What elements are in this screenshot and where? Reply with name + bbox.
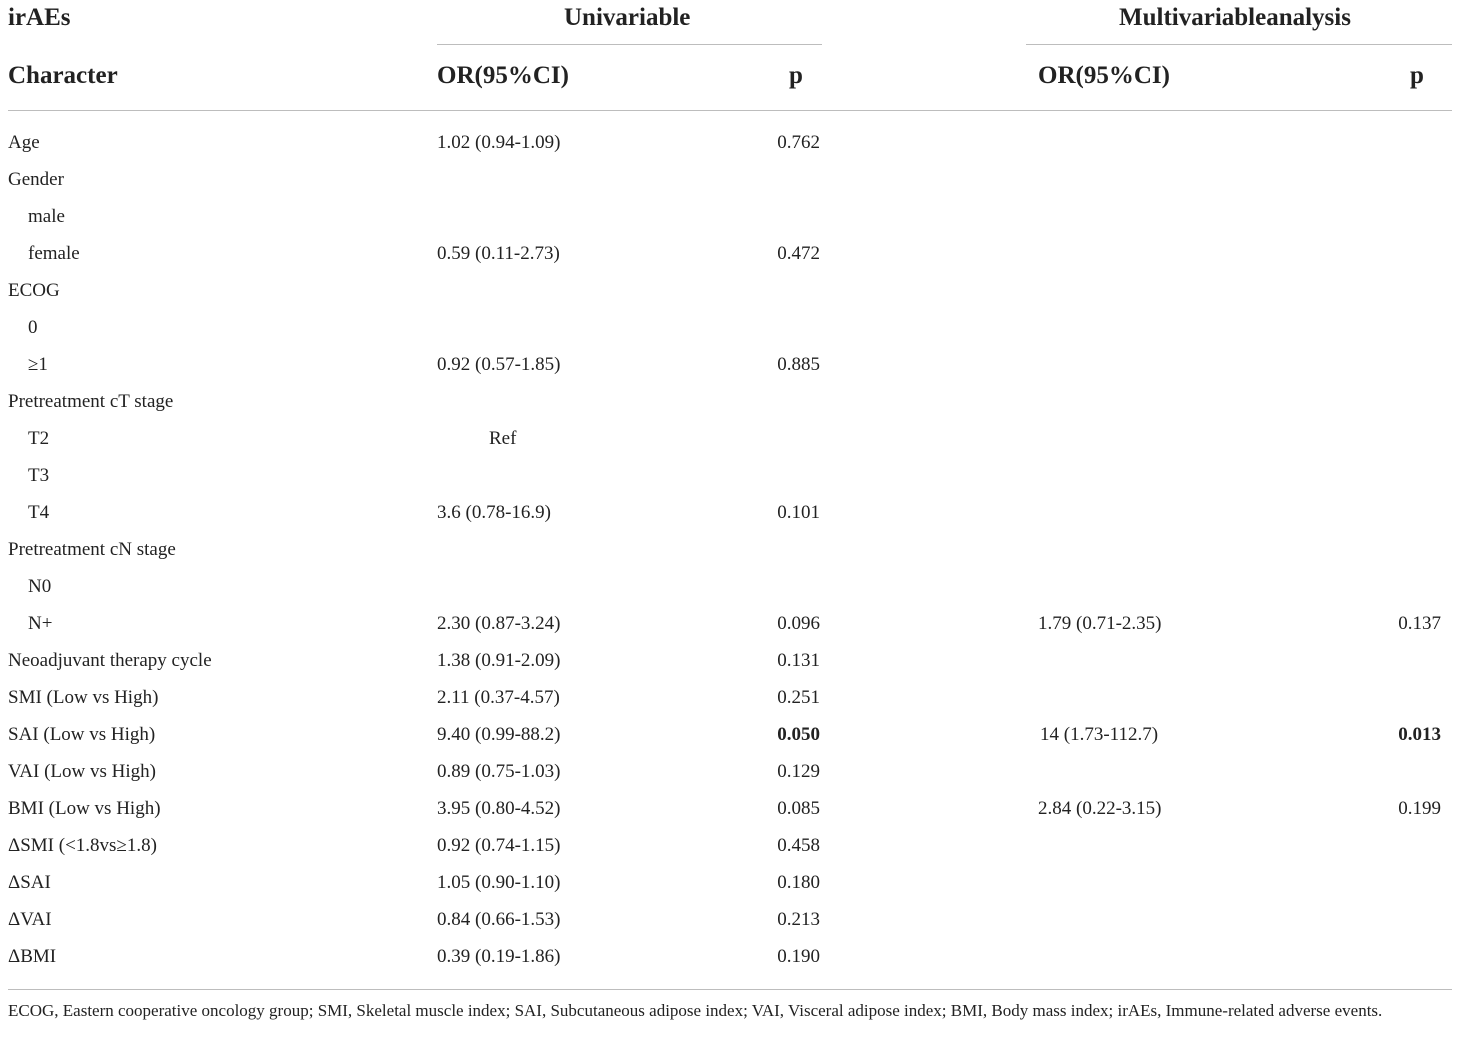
table-row: [0, 383, 1460, 420]
table-row: [0, 864, 1460, 901]
multivariable-group-rule: [1026, 44, 1452, 45]
univariable-p-cell: 0.096: [777, 613, 820, 634]
univariable-group-header: Univariable: [564, 4, 691, 31]
table-row: [0, 827, 1460, 864]
row-label: ΔSMI (<1.8vs≥1.8): [8, 835, 157, 856]
row-label: Pretreatment cN stage: [8, 539, 176, 560]
footnote: ECOG, Eastern cooperative oncology group; SMI, Skeletal muscle index; SAI, Subcutaneous adipose index; VAI, Visceral adipose index; BMI, Body mass index; irAEs, Immune-related adverse events.: [8, 1001, 1383, 1020]
table-row: [0, 938, 1460, 975]
multivariable-or-cell: 14 (1.73-112.7): [1040, 724, 1159, 745]
univariable-or-cell: 0.39 (0.19-1.86): [437, 946, 561, 967]
table-bottom-rule: [8, 989, 1452, 990]
univariable-p-cell: 0.472: [777, 243, 820, 264]
univariable-or-cell: 0.92 (0.74-1.15): [437, 835, 561, 856]
multivariable-or-column-header: OR(95%CI): [1038, 62, 1170, 89]
corner-label: irAEs: [8, 4, 71, 31]
univariable-p-cell: 0.129: [777, 761, 820, 782]
univariable-p-cell: 0.180: [777, 872, 820, 893]
row-label: BMI (Low vs High): [8, 798, 161, 819]
table-row: [0, 901, 1460, 938]
table-row: [0, 346, 1460, 383]
table-body: [0, 124, 1460, 975]
row-label: ECOG: [8, 280, 60, 301]
table-row: [0, 124, 1460, 161]
multivariable-or-cell: 2.84 (0.22-3.15): [1038, 798, 1162, 819]
row-label: ΔVAI: [8, 909, 52, 930]
table-row: [0, 642, 1460, 679]
univariable-or-cell: 0.89 (0.75-1.03): [437, 761, 561, 782]
univariable-or-cell: 1.02 (0.94-1.09): [437, 132, 561, 153]
univariable-p-cell: 0.131: [777, 650, 820, 671]
multivariable-or-cell: 1.79 (0.71-2.35): [1038, 613, 1162, 634]
row-label: T2: [28, 428, 50, 449]
table-row: [0, 531, 1460, 568]
multivariable-p-cell: 0.199: [1398, 798, 1441, 819]
multivariable-p-column-header: p: [1410, 62, 1424, 89]
table-row: [0, 753, 1460, 790]
row-label: VAI (Low vs High): [8, 761, 156, 782]
table-row: [0, 790, 1460, 827]
univariable-or-cell: 0.92 (0.57-1.85): [437, 354, 561, 375]
univariable-or-cell: 1.05 (0.90-1.10): [437, 872, 561, 893]
row-label: T3: [28, 465, 50, 486]
character-column-header: Character: [8, 62, 118, 89]
multivariable-p-cell: 0.137: [1398, 613, 1441, 634]
table-row: [0, 161, 1460, 198]
table-row: [0, 716, 1460, 753]
univariable-p-cell: 0.762: [777, 132, 820, 153]
row-label: SMI (Low vs High): [8, 687, 159, 708]
univariable-p-cell: 0.050: [777, 724, 820, 745]
row-label: Gender: [8, 169, 64, 190]
univariable-p-cell: 0.101: [777, 502, 820, 523]
header-bottom-rule: [8, 110, 1452, 111]
univariable-or-cell: 3.95 (0.80-4.52): [437, 798, 561, 819]
univariable-p-cell: 0.458: [777, 835, 820, 856]
multivariable-p-cell: 0.013: [1398, 724, 1441, 745]
row-label: T4: [28, 502, 50, 523]
univariable-p-cell: 0.085: [777, 798, 820, 819]
table-row: [0, 235, 1460, 272]
table-row: [0, 457, 1460, 494]
row-label: ΔBMI: [8, 946, 57, 967]
univariable-or-cell: 3.6 (0.78-16.9): [437, 502, 551, 523]
row-label: male: [28, 206, 65, 227]
univariable-or-cell: 1.38 (0.91-2.09): [437, 650, 561, 671]
univariable-or-cell: Ref: [489, 428, 517, 449]
univariable-p-column-header: p: [789, 62, 803, 89]
row-label: ≥1: [28, 354, 48, 375]
univariable-or-cell: 2.30 (0.87-3.24): [437, 613, 561, 634]
univariable-or-cell: 0.84 (0.66-1.53): [437, 909, 561, 930]
row-label: female: [28, 243, 80, 264]
multivariable-group-header: Multivariableanalysis: [1119, 4, 1351, 31]
table-row: [0, 605, 1460, 642]
row-label: Pretreatment cT stage: [8, 391, 174, 412]
row-label: N0: [28, 576, 52, 597]
table-row: [0, 420, 1460, 457]
univariable-p-cell: 0.885: [777, 354, 820, 375]
table-row: [0, 272, 1460, 309]
row-label: 0: [28, 317, 38, 338]
univariable-group-rule: [437, 44, 822, 45]
univariable-or-column-header: OR(95%CI): [437, 62, 569, 89]
row-label: SAI (Low vs High): [8, 724, 156, 745]
row-label: Age: [8, 132, 40, 153]
table-row: [0, 568, 1460, 605]
univariable-p-cell: 0.190: [777, 946, 820, 967]
univariable-p-cell: 0.213: [777, 909, 820, 930]
univariable-p-cell: 0.251: [777, 687, 820, 708]
table-row: [0, 309, 1460, 346]
univariable-or-cell: 0.59 (0.11-2.73): [437, 243, 560, 264]
row-label: N+: [28, 613, 53, 634]
table-row: [0, 198, 1460, 235]
row-label: Neoadjuvant therapy cycle: [8, 650, 212, 671]
table-row: [0, 494, 1460, 531]
univariable-or-cell: 2.11 (0.37-4.57): [437, 687, 560, 708]
table-row: [0, 679, 1460, 716]
univariable-or-cell: 9.40 (0.99-88.2): [437, 724, 561, 745]
row-label: ΔSAI: [8, 872, 51, 893]
